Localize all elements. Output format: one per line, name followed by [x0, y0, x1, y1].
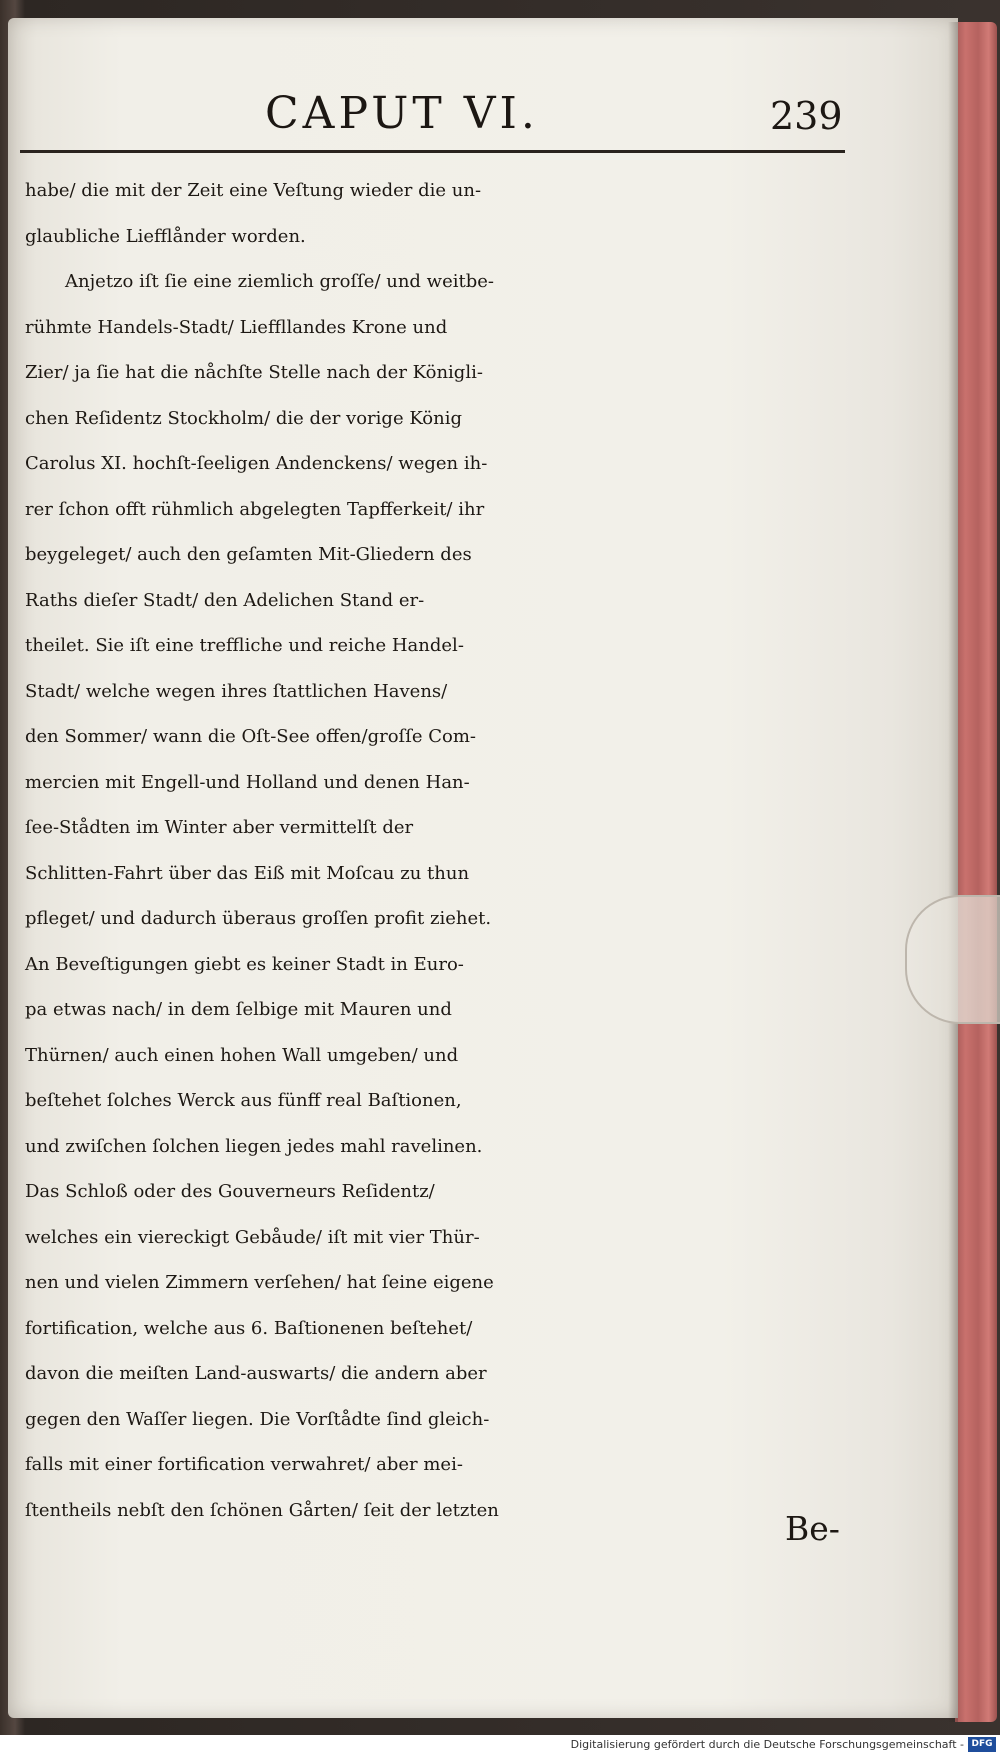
text-line: falls mit einer fortification verwahret/ aber mei-: [25, 1454, 463, 1475]
text-line: Thürnen/ auch einen hohen Wall umgeben/ und: [25, 1044, 459, 1066]
funding-credit: Digitalisierung gefördert durch die Deutsche Forschungsgemeinschaft -: [570, 1738, 964, 1751]
text-line: gegen den Waſſer liegen. Die Vorſtådte ſind gleich-: [25, 1408, 490, 1430]
text-line: mercien mit Engell-und Holland und denen Han-: [25, 771, 470, 793]
text-line: beygeleget/ auch den geſamten Mit-Gliedern des: [25, 544, 472, 565]
text-line: den Sommer/ wann die Oſt-See offen/groſſe Com-: [25, 726, 476, 747]
text-line: pa etwas nach/ in dem ſelbige mit Mauren und: [25, 999, 452, 1020]
catchword: Be-: [785, 1509, 840, 1548]
digitization-footer: [0, 1735, 1000, 1757]
text-line: habe/ die mit der Zeit eine Veſtung wieder die un-: [25, 180, 482, 201]
text-line: Das Schloß oder des Gouverneurs Reſidentz/: [25, 1181, 435, 1202]
page-number: 239: [770, 94, 843, 138]
text-line: ſee-Stådten im Winter aber vermittelſt der: [25, 817, 414, 838]
running-head: CAPUT VI.: [265, 88, 539, 139]
text-line: fortification, welche aus 6. Baſtionenen beſtehet/: [25, 1317, 473, 1339]
text-line: beſtehet ſolches Werck aus fünff real Baſtionen,: [25, 1090, 462, 1111]
page-header: [35, 78, 855, 158]
text-line: ſtentheils nebſt den ſchönen Gårten/ ſeit der letzten: [25, 1499, 499, 1521]
page-edge-red: [955, 22, 997, 1722]
text-line: und zwiſchen ſolchen liegen jedes mahl ravelinen.: [25, 1135, 483, 1157]
page-clip: [905, 895, 1000, 1024]
text-line: An Beveſtigungen giebt es keiner Stadt in Euro-: [25, 953, 464, 975]
text-line: rer ſchon offt rühmlich abgelegten Tapfferkeit/ ihr: [25, 498, 485, 520]
text-line: nen und vielen Zimmern verſehen/ hat ſeine eigene: [25, 1272, 494, 1293]
dfg-logo: DFG: [968, 1737, 996, 1752]
text-line: rühmte Handels-Stadt/ Lieffllandes Krone und: [25, 316, 448, 338]
text-line: Schlitten-Fahrt über das Eiß mit Moſcau zu thun: [25, 862, 470, 884]
text-line: welches ein viereckigt Gebåude/ iſt mit vier Thür-: [25, 1226, 480, 1248]
text-line: Anjetzo iſt ſie eine ziemlich groſſe/ und weitbe-: [65, 271, 494, 292]
text-line: Zier/ ja ſie hat die nåchſte Stelle nach der Königli-: [25, 362, 483, 383]
text-line: Carolus XI. hochſt-ſeeligen Andenckens/ wegen ih-: [25, 453, 488, 474]
text-line: pfleget/ und dadurch überaus groſſen profit ziehet.: [25, 908, 492, 929]
body-text: [25, 168, 865, 1533]
header-rule: [20, 150, 845, 153]
text-line: Stadt/ welche wegen ihres ſtattlichen Havens/: [25, 680, 448, 702]
page-edge-shadow: [948, 22, 958, 1722]
text-line: glaubliche Liefflånder worden.: [25, 225, 306, 247]
text-line: chen Reſidentz Stockholm/ die der vorige König: [25, 407, 462, 429]
text-line: theilet. Sie iſt eine treffliche und reiche Handel-: [25, 635, 464, 656]
text-line: Raths dieſer Stadt/ den Adelichen Stand er-: [25, 589, 425, 611]
text-line: davon die meiſten Land-auswarts/ die andern aber: [25, 1363, 487, 1384]
